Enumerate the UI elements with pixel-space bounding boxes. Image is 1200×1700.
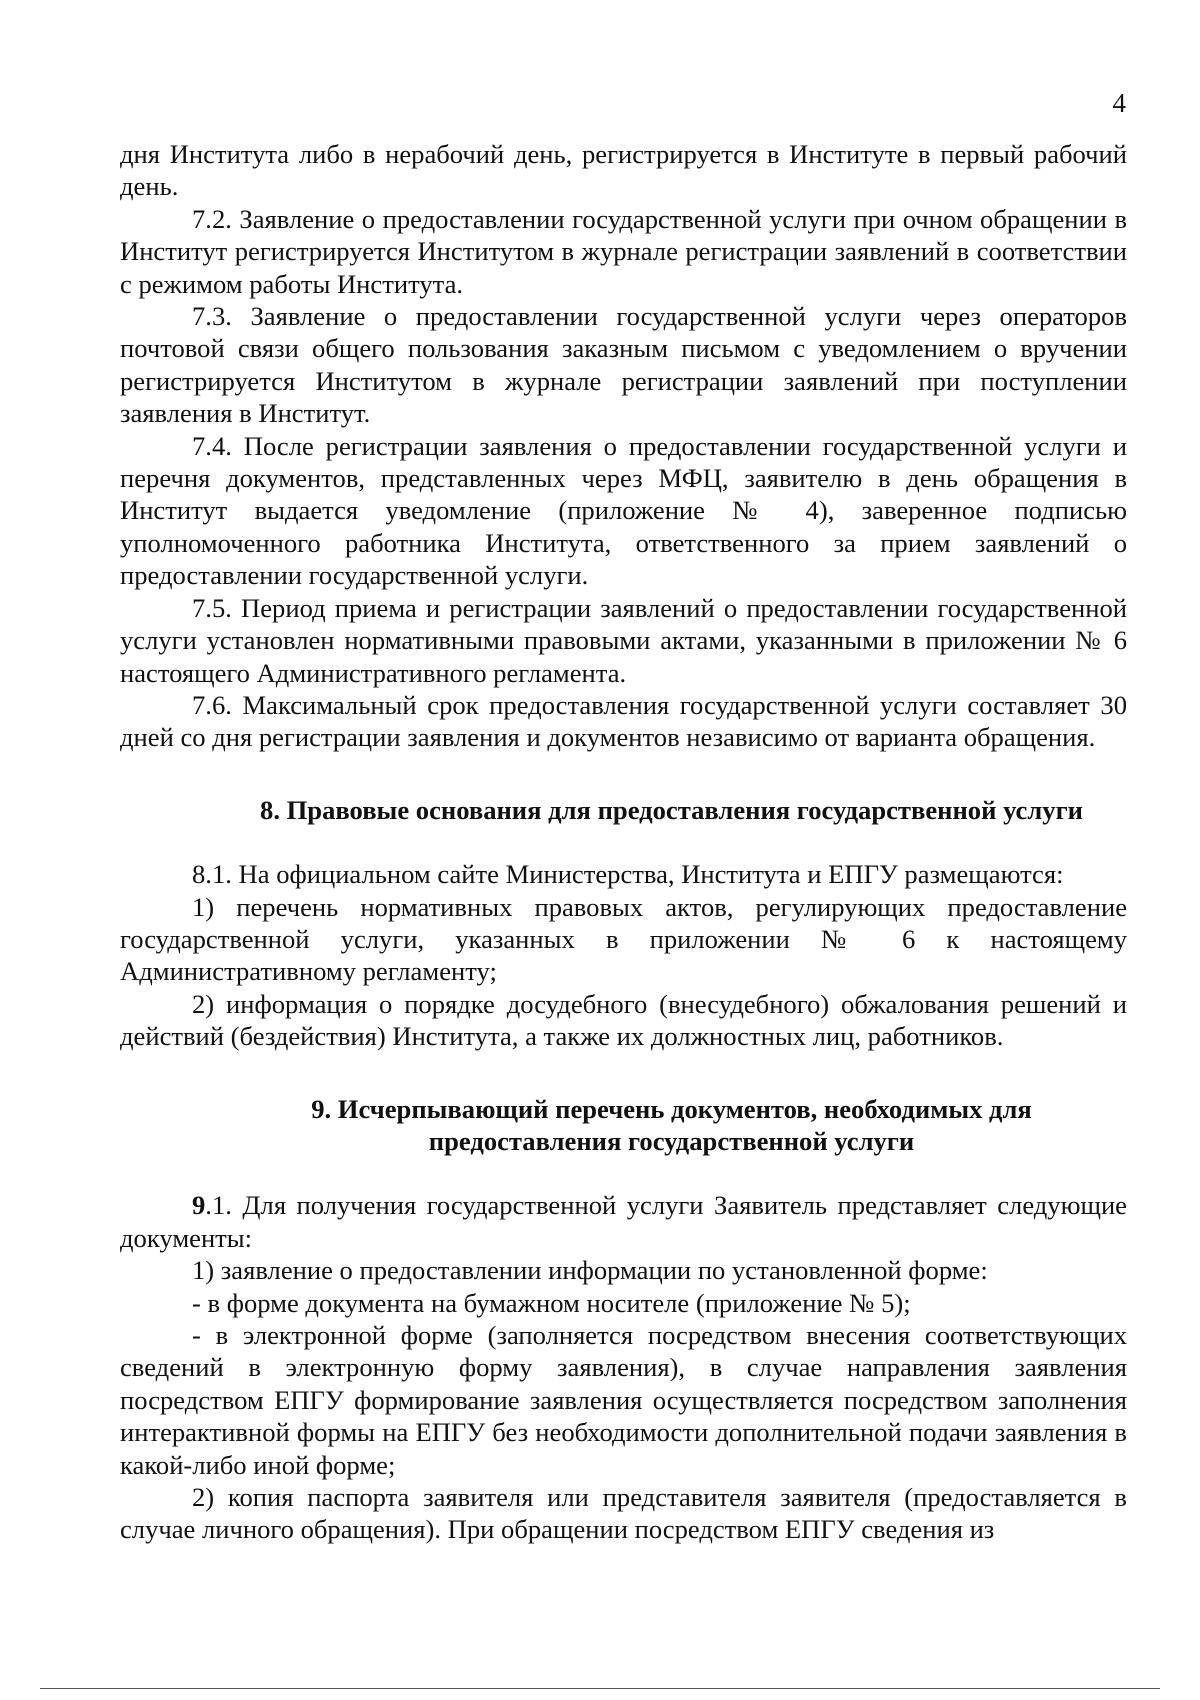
section-8-heading: 8. Правовые основания для предоставления государственной услуги [260,794,1083,825]
paragraph-9-1-item-1-paper: - в форме документа на бумажном носителе (приложение № 5); [192,1287,911,1318]
paragraph-9-1-item-1: 1) заявление о предоставлении информации по установленной форме: [192,1255,988,1286]
paragraph-9-1 [120,1189,1127,1254]
paragraph-8-1-item-2: 2) информация о порядке досудебного (внесудебного) обжалования решений и действий (бездействия) Института, а также их должностных лиц, работников. [120,988,1127,1052]
section-9-heading [120,1093,1127,1158]
paragraph-7-1-continuation: дня Института либо в нерабочий день, регистрируется в Институте в первый рабочий день. [120,139,1127,202]
paragraph-9-1-item-2: 2) копия паспорта заявителя или представителя заявителя (предоставляется в случае личного обращения). При обращении посредством ЕПГУ сведения из [120,1482,1127,1545]
paragraph-7-5: 7.5. Период приема и регистрации заявлений о предоставлении государственной услуги установлен нормативными правовыми актами, указанными в приложении № 6 настоящего Административного регламента. [120,592,1127,688]
section-9-heading-line-2: предоставления государственной услуги [428,1125,915,1156]
document-body [120,138,1127,1546]
paragraph-9-1-number: 9 [192,1190,206,1221]
paragraph-8-1: 8.1. На официальном сайте Министерства, Института и ЕПГУ размещаются: [192,859,1064,890]
paragraph-7-2: 7.2. Заявление о предоставлении государственной услуги при очном обращении в Институт регистрируется Институтом в журнале регистрации заявлений в соответствии с режимом работы Института. [120,203,1127,299]
paragraph-8-1-item-1: 1) перечень нормативных правовых актов, регулирующих предоставление государственной услуги, указанных в приложении № 6 к настоящему Административному регламенту; [120,891,1127,987]
page-number: 4 [1112,88,1126,118]
paragraph-7-4: 7.4. После регистрации заявления о предоставлении государственной услуги и перечня документов, представленных через МФЦ, заявителю в день обращения в Институт выдается уведомление (приложение № 4), заверенное подписью уполномоченного работника Института, ответственного за прием заявлений о предоставлении государственной услуги. [120,430,1127,591]
scan-bottom-edge [40,1688,1160,1689]
section-9-heading-line-1: 9. Исчерпывающий перечень документов, необходимых для [311,1093,1032,1124]
paragraph-7-6: 7.6. Максимальный срок предоставления государственной услуги составляет 30 дней со дня регистрации заявления и документов независимо от варианта обращения. [120,689,1127,753]
paragraph-9-1-item-1-electronic: - в электронной форме (заполняется посредством внесения соответствующих сведений в электронную форму заявления), в случае направления заявления посредством ЕПГУ формирование заявления осуществляется посредством заполнения интерактивной формы на ЕПГУ без необходимости дополнительной подачи заявления в какой-либо иной форме; [120,1320,1127,1480]
paragraph-9-1-text: .1. Для получения государственной услуги Заявитель представляет следующие документы: [120,1190,1127,1253]
paragraph-7-3: 7.3. Заявление о предоставлении государственной услуги через операторов почтовой связи общего пользования заказным письмом с уведомлением о вручении регистрируется Институтом в журнале регистрации заявлений при поступлении заявления в Институт. [120,301,1127,429]
